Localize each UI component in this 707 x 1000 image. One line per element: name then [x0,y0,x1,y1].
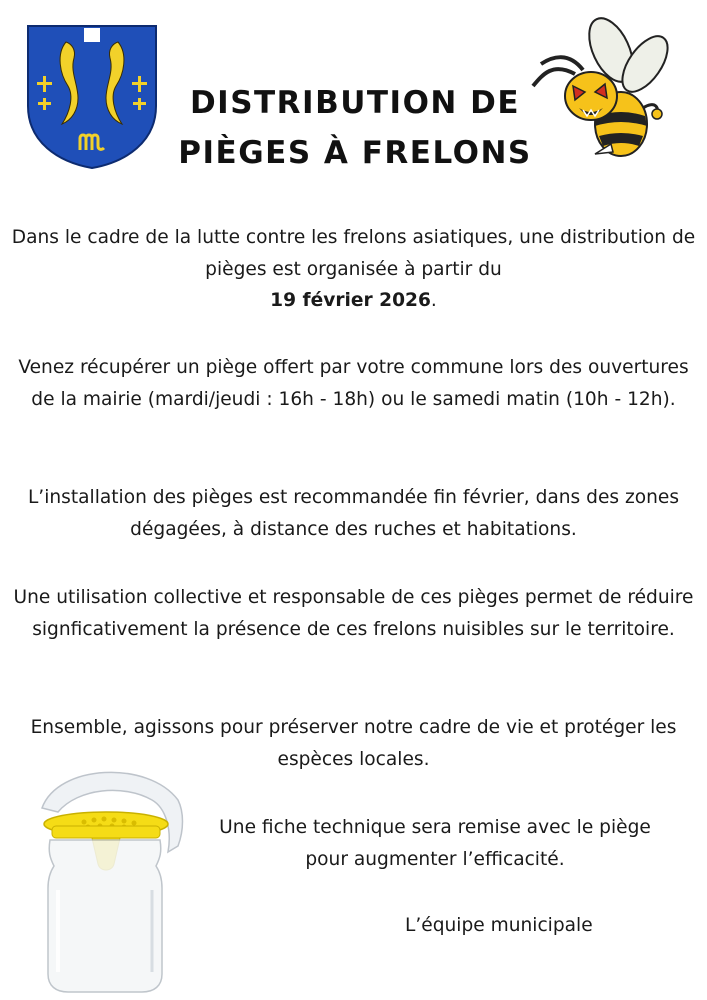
intro-text: Dans le cadre de la lutte contre les frelons asiatiques, une distribution de pièges est organisée à partir du [11,227,696,280]
pickup-paragraph [10,352,697,415]
technical-sheet-text: Une fiche technique sera remise avec le piège pour augmenter l’efficacité. [219,817,651,870]
intro-paragraph [10,222,697,317]
installation-paragraph [10,482,697,545]
hornet-trap-jar-icon [28,760,188,995]
collective-use-paragraph [10,582,697,645]
angry-hornet-icon [513,12,681,162]
distribution-date: 19 février 2026 [270,290,431,311]
installation-text: L’installation des pièges est recommandée fin février, dans des zones dégagées, à distance des ruches et habitations. [27,487,680,540]
together-text: Ensemble, agissons pour préserver notre cadre de vie et protéger les espèces locales. [30,717,677,770]
page-title [150,78,560,178]
title-line-1: DISTRIBUTION DE [189,85,521,121]
coat-of-arms-icon [26,24,158,170]
technical-sheet-paragraph [195,812,675,875]
signature: L’équipe municipale [405,915,593,936]
collective-use-text: Une utilisation collective et responsable de ces pièges permet de réduire signficativement la présence de ces frelons nuisibles sur le territoire. [13,587,694,640]
pickup-text: Venez récupérer un piège offert par votre commune lors des ouvertures de la mairie (mardi/jeudi : 16h - 18h) ou le samedi matin (10h - 12h). [18,357,689,410]
title-line-2: PIÈGES À FRELONS [178,135,532,171]
intro-end-punctuation: . [430,290,437,311]
